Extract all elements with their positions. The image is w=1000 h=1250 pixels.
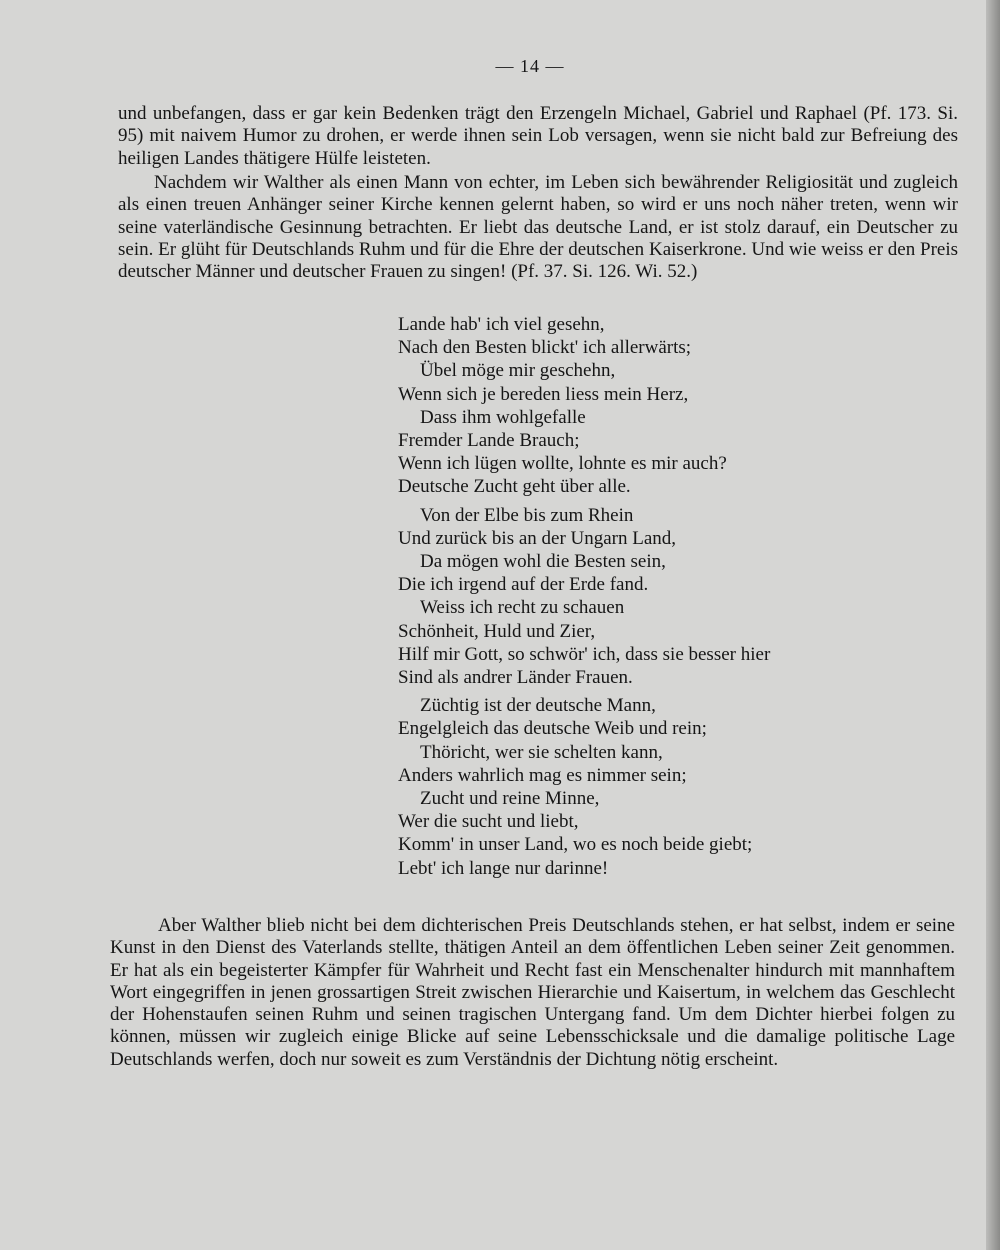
poem-line: Die ich irgend auf der Erde fand. — [398, 574, 649, 596]
poem-line: Wer die sucht und liebt, — [398, 811, 579, 833]
page-number: — 14 — — [495, 56, 565, 76]
poem-line: Und zurück bis an der Ungarn Land, — [398, 527, 677, 549]
page-edge-shadow — [986, 0, 1000, 1250]
poem-line: Lande hab' ich viel gesehn, — [398, 314, 605, 335]
poem-line: Zucht und reine Minne, — [420, 788, 600, 810]
poem-line: Wenn ich lügen wollte, lohnte es mir auch? — [398, 453, 727, 475]
poem-line: Von der Elbe bis zum Rhein — [420, 504, 634, 526]
poem — [398, 313, 878, 885]
poem-line: Deutsche Zucht geht über alle. — [398, 476, 631, 498]
poem-line: Übel möge mir geschehn, — [420, 360, 616, 382]
poem-stanza-1 — [398, 313, 878, 499]
poem-line: Hilf mir Gott, so schwör' ich, dass sie besser hier — [398, 643, 771, 665]
poem-line: Nach den Besten blickt' ich allerwärts; — [398, 337, 692, 359]
poem-line: Fremder Lande Brauch; — [398, 430, 580, 452]
poem-line: Wenn sich je bereden liess mein Herz, — [398, 383, 689, 405]
paragraph-2: Nachdem wir Walther als einen Mann von echter, im Leben sich bewährender Religiosität und zugleich als einen treuen Anhänger seiner Kirche kennen gelernt haben, so wird er uns noch näher treten, wenn wir seine vaterländische Gesinnung betrachten. Er liebt das deutsche Land, er ist stolz darauf, ein Deutscher zu sein. Er glüht für Deutschlands Ruhm und für die Ehre der deutschen Kaiserkrone. Und wie weiss er den Preis deutscher Männer und deutscher Frauen zu singen! (Pf. 37. Si. 126. Wi. 52.) — [118, 172, 958, 283]
paragraph-3: Aber Walther blieb nicht bei dem dichterischen Preis Deutschlands stehen, er hat selbst, indem er seine Kunst in den Dienst des Vaterlands stellte, thätigen Anteil an dem öffentlichen Leben seiner Zeit genommen. Er hat als ein begeisterter Kämpfer für Wahrheit und Recht fast ein Menschenalter hindurch mit mannhaftem Wort eingegriffen in jenen grossartigen Streit zwischen Hierarchie und Kaisertum, in welchem das Geschlecht der Hohenstaufen seinen Ruhm und seinen tragischen Untergang fand. Um dem Dichter hierbei folgen zu können, müssen wir zugleich einige Blicke auf seine Lebensschicksale und die damalige politische Lage Deutschlands werfen, doch nur soweit es zum Verständnis der Dichtung nötig erscheint. — [110, 915, 955, 1070]
poem-line: Schönheit, Huld und Zier, — [398, 620, 596, 642]
poem-line: Anders wahrlich mag es nimmer sein; — [398, 764, 687, 786]
poem-line: Engelgleich das deutsche Weib und rein; — [398, 718, 707, 740]
poem-line: Dass ihm wohlgefalle — [420, 406, 586, 428]
poem-line: Züchtig ist der deutsche Mann, — [420, 695, 656, 717]
poem-line: Lebt' ich lange nur darinne! — [398, 857, 609, 879]
poem-line: Da mögen wohl die Besten sein, — [420, 551, 666, 573]
poem-line: Weiss ich recht zu schauen — [420, 597, 625, 619]
poem-line: Sind als andrer Länder Frauen. — [398, 667, 633, 689]
poem-line: Komm' in unser Land, wo es noch beide giebt; — [398, 834, 753, 856]
poem-stanza-3 — [398, 694, 878, 880]
paragraph-1: und unbefangen, dass er gar kein Bedenken trägt den Erzengeln Michael, Gabriel und Raphael (Pf. 173. Si. 95) mit naivem Humor zu drohen, er werde ihnen sein Lob versagen, wenn sie nicht bald zur Befreiung des heiligen Landes thätigere Hülfe leisteten. — [118, 103, 958, 169]
poem-stanza-2 — [398, 504, 878, 690]
poem-line: Thöricht, wer sie schelten kann, — [420, 741, 663, 763]
